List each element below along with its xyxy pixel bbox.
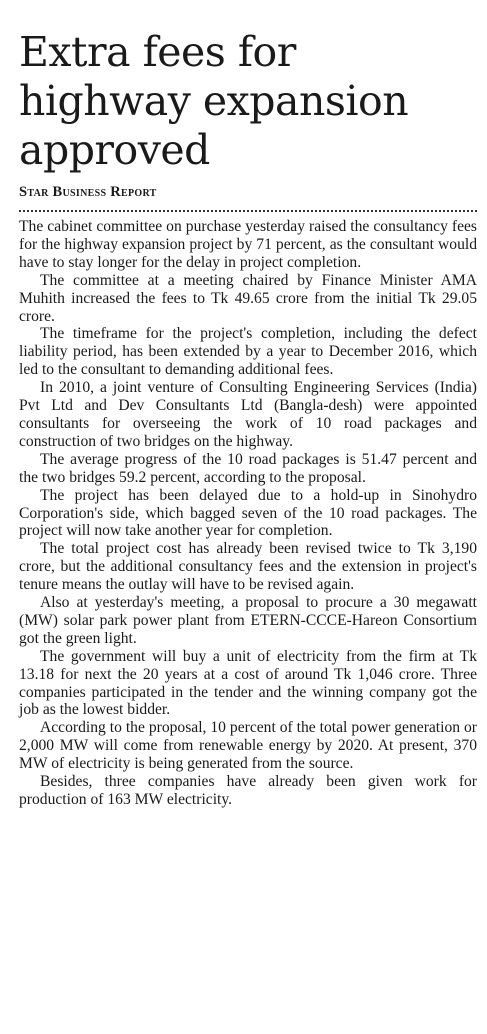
paragraph: According to the proposal, 10 percent of the total power generation or 2,000 MW will come from renewable energy by 2020. At present, 370 MW of electricity is being generated from the source. xyxy=(19,719,477,773)
headline: Extra fees for highway expansion approved xyxy=(19,28,409,174)
dotted-divider xyxy=(19,210,477,212)
paragraph: The total project cost has already been revised twice to Tk 3,190 crore, but the additional consultancy fees and the extension in project's tenure means the outlay will have to be revised again. xyxy=(19,540,477,594)
article-body xyxy=(19,218,477,809)
paragraph: The timeframe for the project's completion, including the defect liability period, has been extended by a year to December 2016, which led to the consultant to demanding additional fees. xyxy=(19,325,477,379)
byline: Star Business Report xyxy=(19,184,157,200)
paragraph: Besides, three companies have already been given work for production of 163 MW electricity. xyxy=(19,773,477,808)
news-article xyxy=(19,28,477,809)
paragraph: Also at yesterday's meeting, a proposal to procure a 30 megawatt (MW) solar park power plant from ETERN-CCCE-Hareon Consortium got the green light. xyxy=(19,594,477,647)
paragraph: The committee at a meeting chaired by Finance Minister AMA Muhith increased the fees to Tk 49.65 crore from the initial Tk 29.05 crore. xyxy=(19,271,477,325)
paragraph: The average progress of the 10 road packages is 51.47 percent and the two bridges 59.2 percent, according to the proposal. xyxy=(19,450,477,486)
paragraph: The cabinet committee on purchase yesterday raised the consultancy fees for the highway expansion project by 71 percent, as the consultant would have to stay longer for the delay in project completion. xyxy=(19,218,477,271)
paragraph: In 2010, a joint venture of Consulting Engineering Services (India) Pvt Ltd and Dev Consultants Ltd (Bangla-desh) were appointed consultants for overseeing the work of 10 road packages and construction of two bridges on the highway. xyxy=(19,379,477,450)
paragraph: The project has been delayed due to a hold-up in Sinohydro Corporation's side, which bagged seven of the 10 road packages. The project will now take another year for completion. xyxy=(19,486,477,540)
paragraph: The government will buy a unit of electricity from the firm at Tk 13.18 for next the 20 years at a cost of around Tk 1,046 crore. Three companies participated in the tender and the winning company got the job as the lowest bidder. xyxy=(19,647,477,719)
